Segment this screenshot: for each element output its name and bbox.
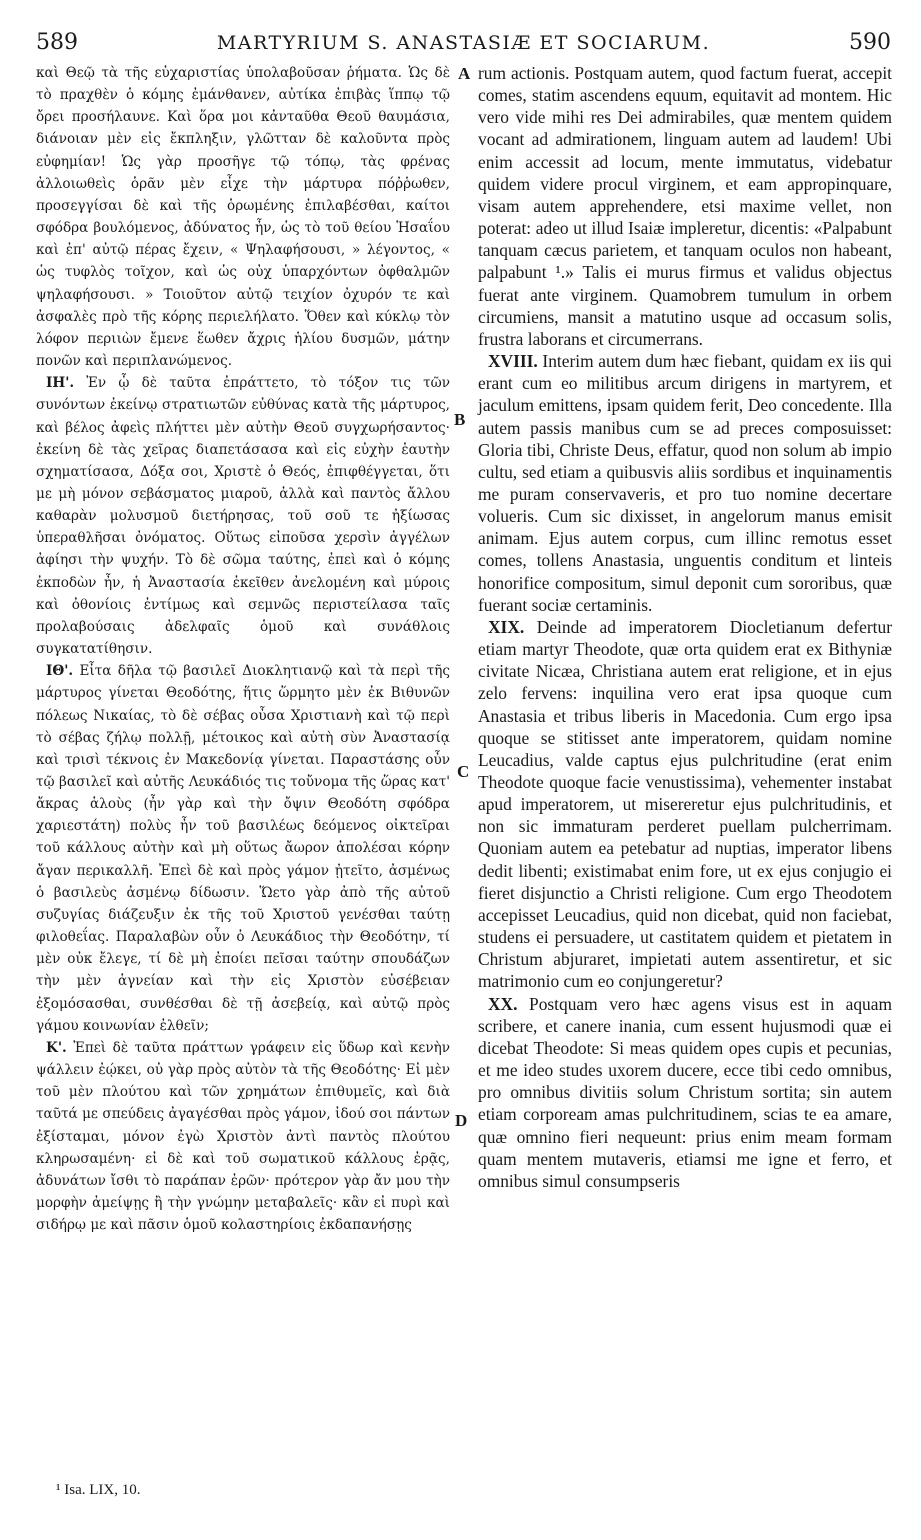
latin-paragraph: rum actionis. Postquam autem, quod factum fuerat, accepit comes, statim ascendens equum, equitavit ad montem. Hic vero vide mihi res Dei admirabiles, quæ mentem quidem vocant ad admirationem, linguam autem ad laudem! Ubi enim accessit ad locum, mente immutatus, videbatur quidem videre procul virginem, et eam appropinquare, visam autem apprehendere, etsi maxime vellet, non poterat: adeo ut illud Isaiæ impleretur, dicentis: «Palpabunt tanquam cæcus parietem, et tanquam oculos non habeant, palpabunt ¹.» Talis ei murus firmus et validus objectus fuerat ante virginem. Quamobrem tumulum in orbem circumiens, mansit a matutino usque ad occasum solis, frustra laborans et circumerrans. bbox=[478, 63, 892, 349]
section-number: XX. bbox=[488, 993, 518, 1014]
section-number: ΙΘ'. bbox=[46, 663, 74, 680]
section-number: ΙΗ'. bbox=[46, 375, 75, 392]
greek-paragraph bbox=[36, 660, 450, 1037]
latin-paragraph-text: Postquam vero hæc agens visus est in aquam scribere, et canere inania, cum essent hujusmodi quæ ei dicebat Theodote: Si meas quidem opes cupis et pecunias, et me ideo studes uxorem ducere, ecce tibi cedo omnibus, pro omnibus divitiis solum Christum sortita; sin autem etiam corpoream amas pulchritudinem, scias te ea amare, quæ omnino fieri nequeunt: prius enim meam formam quam mentem mutaveris, etiamsi me igne et ferro, et omnibus simul consumpseris bbox=[478, 993, 892, 1191]
latin-column bbox=[478, 62, 892, 1192]
margin-marker-c: C bbox=[457, 762, 470, 781]
greek-paragraph-text: Εἶτα δῆλα τῷ βασιλεῖ Διοκλητιανῷ καὶ τὰ περὶ τῆς μάρτυρος γίνεται Θεοδότης, ἥτις ὥρμητο μὲν ἐκ Βιθυνῶν πόλεως Νικαίας, τὸ δὲ σέβας οὖσα Χριστιανὴ καὶ τῷ περὶ τὸ σέβας ζήλῳ πολλῇ, μέτοικος καὶ αὐτὴ σὺν Ἀναστασίᾳ καὶ τρισὶ τέκνοις ἐν Μακεδονίᾳ γίνεται. Παραστάσης οὖν τῷ βασιλεῖ καὶ αὐτῆς Λευκάδιός τις τοὔνομα τῆς ὥρας κατ' ἄκρας ἁλοὺς (ἦν γὰρ καὶ τὴν ὄψιν Θεοδότη σφόδρα χαριεστάτη) πολὺς ἦν τοῦ βασιλέως δεόμενος οἰκτεῖραι τοῦ κάλλους αὐτὴν καὶ μὴ οὕτως ἄωρον ἀπολέσαι κόρην ἄγαν περικαλλῆ. Ἐπεὶ δὲ καὶ πρὸς γάμον ᾐτεῖτο, ἀσμένως ὁ βασιλεὺς ἀσμένῳ δίδωσιν. Ὥετο γὰρ ἀπὸ τῆς αὐτοῦ συζυγίας διάζευξιν ἐκ τῆς τοῦ Χριστοῦ γενέσθαι ταύτῃ φιλοθεΐας. Παραλαβὼν οὖν ὁ Λευκάδιος τὴν Θεοδότην, τί μὲν οὐκ ἔλεγε, τί δὲ μὴ ἐποίει πεῖσαι ταύτην σπουδάζων τὴν μὲν ἁγνείαν καὶ τὴν εἰς Χριστὸν εὐσέβειαν ἐξομόσασθαι, συνθέσθαι δὲ τῇ ἀσεβείᾳ, καὶ αὐτῷ πρὸς γάμου κοινωνίαν ἐλθεῖν; bbox=[36, 663, 450, 1034]
greek-column bbox=[36, 62, 450, 1236]
margin-marker-b: B bbox=[454, 410, 466, 429]
page-number-left: 589 bbox=[36, 30, 78, 55]
page-header bbox=[36, 30, 891, 60]
greek-paragraph bbox=[36, 1037, 450, 1236]
section-number: XVIII. bbox=[488, 351, 538, 372]
margin-marker-a: A bbox=[458, 64, 471, 83]
greek-paragraph: καὶ Θεῷ τὰ τῆς εὐχαριστίας ὑπολαβοῦσαν ῥήματα. Ὡς δὲ τὸ πραχθὲν ὁ κόμης ἐμάνθανεν, αὐτίκα ἐπιβὰς ἵππῳ τῷ ὄρει προσήλαυνε. Καὶ ὅρα μοι κἀνταῦθα Θεοῦ θαυμάσια, διάνοιαν μὲν εἰς ἔκπληξιν, γλῶτταν δὲ καλοῦντα πρὸς εὐφημίαν! Ὡς γὰρ προσῆγε τῷ τόπῳ, τὰς φρένας ἀλλοιωθεὶς ὁρᾶν μὲν εἶχε τὴν μάρτυρα πόῤῥωθεν, προσεγγίσαι δὲ καὶ τῆς ὁρωμένης ἐπιλαβέσθαι, καίτοι σφόδρα βουλόμενος, ἀδύνατος ἦν, ὡς τὸ τοῦ θείου Ἡσαΐου καὶ ἐπ' αὐτῷ πέρας ἔχειν, « Ψηλαφήσουσι, » λέγοντος, « ὡς τυφλὸς τοῖχον, καὶ ὡς οὐχ ὑπαρχόντων ὀφθαλμῶν ψηλαφήσουσι. » Τοιοῦτον αὐτῷ τειχίον ὀχυρόν τε καὶ ἀσφαλὲς πρὸ τῆς κόρης περιελήλατο. Ὅθεν καὶ κύκλῳ τὸν λόφον περιιὼν ἔμενε ἕωθεν ἄχρις ἡλίου δυσμῶν, μάτην πονῶν καὶ περιπλανώμενος. bbox=[36, 65, 450, 370]
latin-paragraph-text: Interim autem dum hæc fiebant, quidam ex iis qui erant cum eo militibus arcum dirigens in martyrem, et jaculum emittens, ipsam quidem ferit, Deo concedente. Illa autem passis manibus cum se ad preces composuisset: Gloria tibi, Christe Deus, effatur, quod non solum ab impio cultu, sed etiam a quibusvis aliis sordibus et inquinamentis me puram conservaveris, et pro tuo nomine decertare volueris. Cum sic dixisset, in angelorum manus emisit animam. Ejus autem corpus, cum illinc remotus esset comes, tollens Anastasia, unguentis conditum et linteis honorifice compositum, simul deponit cum sororibus, quæ fuerant sociæ certaminis. bbox=[478, 351, 892, 615]
greek-paragraph-text: Ἐπεὶ δὲ ταῦτα πράττων γράφειν εἰς ὕδωρ καὶ κενὴν ψάλλειν ἐῴκει, οὐ γὰρ πρὸς αὐτὸν τὰ τῆς Θεοδότης· Εἰ μὲν τοῦ μὲν πλούτου καὶ τῶν χρημάτων ἐπιθυμεῖς, καὶ διὰ ταῦτά με σπεύδεις ἀγαγέσθαι πρὸς γάμον, ἰδού σοι πάντων ἐξίσταμαι, μόνον ἐγὼ Χριστὸν ἀντὶ παντὸς πλούτου κληρωσαμένη· εἰ δὲ καὶ τοῦ σωματικοῦ κάλλους ἐρᾷς, ἀδυνάτων ἴσθι τὸ παράπαν ἐρῶν· πρότερον γὰρ ἄν μου τὴν μορφὴν ἀμείψῃς ἢ τὴν γνώμην μεταβαλεῖς· κἂν εἰ πυρὶ καὶ σιδήρῳ με καὶ πᾶσιν ὁμοῦ κολαστηρίοις ἐκδαπανήσῃς bbox=[36, 1039, 450, 1234]
greek-paragraph-text: Ἐν ᾧ δὲ ταῦτα ἐπράττετο, τὸ τόξον τις τῶν συνόντων ἐκείνῳ στρατιωτῶν εὐθύνας κατὰ τῆς μάρτυρος, καὶ βέλος ἀφεὶς πλήττει μὲν αὐτὴν Θεοῦ συγχωρήσαντος· ἐκείνη δὲ τὰς χεῖρας διαπετάσασα καὶ εἰς εὐχὴν ἑαυτὴν σχηματίσασα, Δόξα σοι, Χριστὲ ὁ Θεός, ἐπιφθέγγεται, ὅτι με μὴ μόνον σεβάσματος μιαροῦ, ἀλλὰ καὶ παντὸς ἄλλου καθαρὰν μολυσμοῦ διετήρησας, τοῦ σοῦ τε ἠξίωσας ὑπεραθλῆσαι ὀνόματος. Οὕτως εἰποῦσα χερσὶν ἀγγέλων ἀφίησι τὴν ψυχήν. Τὸ δὲ σῶμα ταύτης, ἐπεὶ καὶ ὁ κόμης ἐκποδὼν ἦν, ἡ Ἀναστασία ἐκεῖθεν ἀνελομένη καὶ μύροις καὶ ὀθονίοις ἐντίμως καὶ σεμνῶς περιστείλασα ταῖς προλαβούσαις ἀδελφαῖς ὁμοῦ καὶ συνάθλοις συγκατατίθησιν. bbox=[36, 375, 450, 658]
margin-marker-d: D bbox=[455, 1111, 468, 1130]
latin-paragraph bbox=[478, 993, 892, 1192]
page-number-right: 590 bbox=[849, 30, 891, 55]
latin-paragraph bbox=[478, 350, 892, 616]
latin-paragraph bbox=[478, 616, 892, 993]
greek-paragraph bbox=[36, 372, 450, 660]
running-title: MARTYRIUM S. ANASTASIÆ ET SOCIARUM. bbox=[216, 32, 711, 54]
section-number: XIX. bbox=[488, 616, 525, 637]
section-number: Κ'. bbox=[46, 1039, 67, 1056]
footnote: ¹ Isa. LIX, 10. bbox=[56, 1482, 141, 1498]
latin-paragraph-text: Deinde ad imperatorem Diocletianum defertur etiam martyr Theodote, quæ orta quidem erat ex Bithyniæ civitate Nicæa, Christiana autem erat religione, et in ejus zelo fervens: inquilina vero erat ipsa quoque cum Anastasia et tribus liberis in Macedonia. Cum ergo ipsa quoque se stitisset ante imperatorem, quidam nomine Leucadius, valde captus ejus pulchritudine (erat enim Theodote quoque facie venustissima), vehementer instabat apud imperatorem, ut misereretur ejus pulchritudinis, et non sic immaturam perderet puellam pulcherrimam. Quoniam autem ea petebatur ad nuptias, imperator libens dedit libenti; existimabat enim fore, ut ex ejus conjugio ei fieret disjunctio a Christi religione. Cum ergo Theodotem accepisset Leucadius, quid non dicebat, quid non faciebat, studens ei persuadere, ut castitatem quidem et pietatem in Christum abjuraret, impietati autem assentiretur, et sic matrimonio cum eo conjungeretur? bbox=[478, 616, 892, 992]
